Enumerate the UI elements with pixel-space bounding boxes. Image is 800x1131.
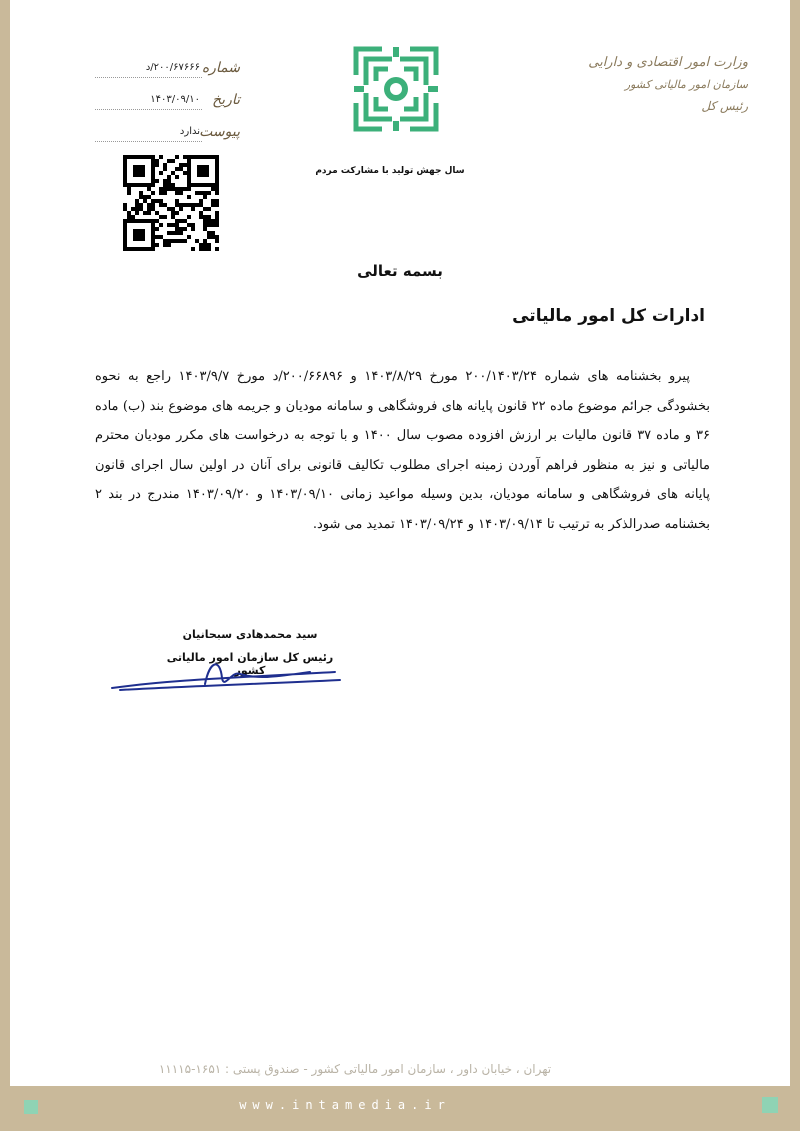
letter-page	[10, 0, 790, 1131]
letter-number-label: شماره	[201, 60, 240, 76]
signer-title: رئیس کل سازمان امور مالیاتی کشور	[166, 651, 334, 677]
organization-letterhead	[578, 55, 748, 113]
signer-name: سید محمدهادی سبحانیان	[182, 628, 318, 641]
letter-attachment-dots	[95, 141, 202, 142]
footer-address: تهران ، خیابان داور ، سازمان امور مالیاتی کشور - صندوق پستی : ۱۶۵۱-۱۱۱۱۵	[158, 1062, 552, 1076]
organization-name: سازمان امور مالیاتی کشور	[624, 78, 748, 91]
ministry-name: وزارت امور اقتصادی و دارایی	[588, 55, 748, 70]
footer-square-left-icon	[24, 1100, 38, 1114]
footer-website: www.intamedia.ir	[239, 1098, 451, 1112]
handwritten-signature-icon	[110, 650, 350, 700]
letter-date-value: ۱۴۰۳/۰۹/۱۰	[150, 94, 200, 105]
letter-date-dots	[95, 109, 202, 110]
year-slogan: سال جهش تولید با مشارکت مردم	[315, 166, 465, 176]
office-title: رئیس کل	[701, 99, 748, 113]
letter-number-value: ۲۰۰/۶۷۶۶۶/د	[145, 62, 200, 73]
letter-date-label: تاریخ	[212, 92, 240, 108]
qr-code-icon	[123, 155, 219, 251]
letter-date-row	[95, 92, 240, 110]
letter-body	[95, 362, 710, 539]
letter-number-row	[95, 60, 240, 78]
letter-attachment-label: پیوست	[199, 124, 240, 140]
body-paragraph: پیرو بخشنامه های شماره ۲۰۰/۱۴۰۳/۲۴ مورخ ۱۴۰۳/۸/۲۹ و ۲۰۰/۶۶۸۹۶/د مورخ ۱۴۰۳/۹/۷ راجع به نحوه بخشودگی جرائم موضوع ماده ۲۲ قانون پایانه های فروشگاهی و سامانه مودیان و جریمه های موضوع بند (ب) ماده ۳۶ و ماده ۳۷ قانون مالیات بر ارزش افزوده مصوب سال ۱۴۰۰ و با توجه به درخواست های مکرر مودیان محترم مالیاتی و نیز به منظور فراهم آوردن زمینه اجرای مطلوب تکالیف قانونی برای آنان در اولین سال اجرای قانون پایانه های فروشگاهی و سامانه مودیان، بدین وسیله مواعید زمانی ۱۴۰۳/۰۹/۱۰ و ۱۴۰۳/۰۹/۲۰ مندرج در بند ۲ بخشنامه صدرالذکر به ترتیب تا ۱۴۰۳/۰۹/۱۴ و ۱۴۰۳/۰۹/۲۴ تمدید می شود.	[95, 369, 711, 532]
bismillah-heading: بسمه تعالی	[357, 262, 443, 280]
letter-number-dots	[95, 77, 202, 78]
letter-attachment-value: ندارد	[179, 126, 200, 137]
addressee: ادارات کل امور مالیاتی	[512, 306, 705, 326]
letter-attachment-row	[95, 124, 240, 142]
tax-organization-logo-icon	[352, 45, 440, 133]
footer-square-right-icon	[762, 1097, 778, 1113]
